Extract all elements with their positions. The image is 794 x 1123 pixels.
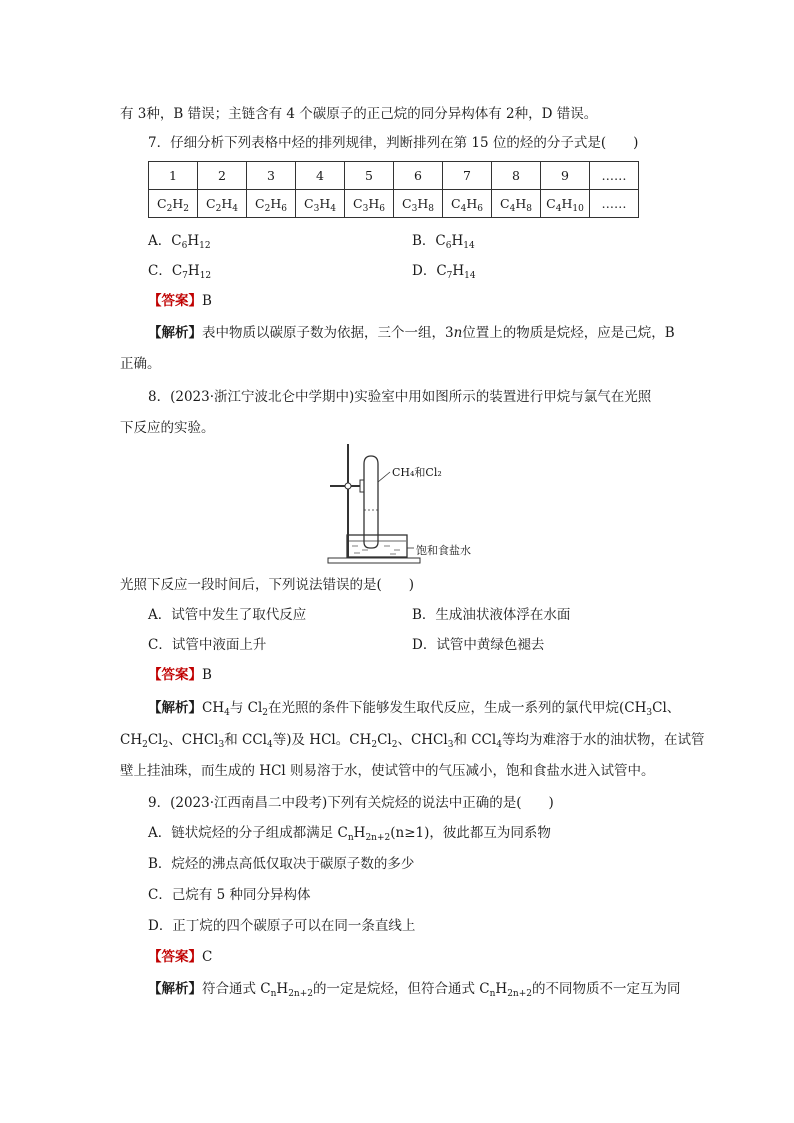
text-line: 有 3种，B 错误；主链含有 4 个碳原子的正己烷的同分异构体有 2种，D 错误。 <box>120 106 598 122</box>
formula-cell: $C_4H_6$ <box>443 190 492 218</box>
answer-line: 【答案】B <box>148 293 212 309</box>
option-b: B．$C_6H_{14}$ <box>412 233 475 251</box>
table-cell: 6 <box>394 162 443 190</box>
analysis-line: 壁上挂油珠，而生成的 HCl 则易溶于水，使试管中的气压减小，饱和食盐水进入试管中。 <box>120 763 655 779</box>
option-a: A．链状烷烃的分子组成都满足 $C_nH_{2n+2}(n\ge 1)$，彼此都互为同系物 <box>148 825 551 843</box>
question-9-stem: 9．(2023·江西南昌二中段考)下列有关烷烃的说法中正确的是( ) <box>148 795 554 811</box>
option-d: D．试管中黄绿色褪去 <box>412 637 545 653</box>
formula-cell: $C_4H_{10}$ <box>541 190 590 218</box>
table-cell: 9 <box>541 162 590 190</box>
table-row <box>149 162 639 190</box>
table-cell: 1 <box>149 162 198 190</box>
formula-cell: $C_3H_8$ <box>394 190 443 218</box>
answer-line: 【答案】C <box>148 949 213 965</box>
question-7-stem: 7．仔细分析下列表格中烃的排列规律，判断排列在第 15 位的烃的分子式是( ) <box>148 135 639 151</box>
experiment-apparatus-figure <box>320 440 480 570</box>
table-cell: 2 <box>198 162 247 190</box>
hydrocarbon-sequence-table <box>148 161 639 218</box>
analysis-line: 【解析】符合通式 $C_nH_{2n+2}$的一定是烷烃，但符合通式 $C_nH_{2n+2}$的不同物质不一定互为同 <box>148 981 681 999</box>
table-cell: …… <box>590 190 639 218</box>
formula-cell: $C_3H_4$ <box>296 190 345 218</box>
option-a: A．$C_6H_{12}$ <box>148 233 211 251</box>
question-8-stem: 下反应的实验。 <box>120 420 215 436</box>
option-c: C．$C_7H_{12}$ <box>148 263 212 281</box>
formula-cell: $C_2H_4$ <box>198 190 247 218</box>
formula-cell: $C_2H_6$ <box>247 190 296 218</box>
analysis-line: 【解析】表中物质以碳原子数为依据，三个一组，3n位置上的物质是烷烃，应是己烷，B <box>148 325 675 341</box>
formula-cell: $C_3H_6$ <box>345 190 394 218</box>
gas-label: CH₄和Cl₂ <box>392 466 442 479</box>
table-cell: …… <box>590 162 639 190</box>
question-8-stem: 8．(2023·浙江宁波北仑中学期中)实验室中用如图所示的装置进行甲烷与氯气在光照 <box>148 389 652 405</box>
option-b: B．烷烃的沸点高低仅取决于碳原子数的多少 <box>148 856 415 872</box>
table-cell: 4 <box>296 162 345 190</box>
formula-cell: $C_2H_2$ <box>149 190 198 218</box>
analysis-line: 正确。 <box>120 356 161 372</box>
option-a: A．试管中发生了取代反应 <box>148 607 307 623</box>
table-cell: 8 <box>492 162 541 190</box>
formula-cell: $C_4H_8$ <box>492 190 541 218</box>
option-b: B．生成油状液体浮在水面 <box>412 607 571 623</box>
water-label: 饱和食盐水 <box>416 544 471 557</box>
option-c: C．己烷有 5 种同分异构体 <box>148 887 311 903</box>
option-d: D．正丁烷的四个碳原子可以在同一条直线上 <box>148 918 416 934</box>
table-row <box>149 190 639 218</box>
table-cell: 5 <box>345 162 394 190</box>
option-c: C．试管中液面上升 <box>148 637 267 653</box>
analysis-line: $CH_2Cl_2$、CHCl$_3$和 CCl$_4$等)及 HCl。$CH_2Cl_2$、CHCl$_3$和 CCl$_4$等均为难溶于水的油状物，在试管 <box>120 732 705 750</box>
option-d: D．$C_7H_{14}$ <box>412 263 476 281</box>
table-cell: 3 <box>247 162 296 190</box>
table-cell: 7 <box>443 162 492 190</box>
question-8-prompt: 光照下反应一段时间后，下列说法错误的是( ) <box>120 577 415 593</box>
analysis-line: 【解析】$CH_4$与 $Cl_2$在光照的条件下能够发生取代反应，生成一系列的氯代甲烷($CH_3Cl$、 <box>148 700 681 718</box>
answer-line: 【答案】B <box>148 667 212 683</box>
